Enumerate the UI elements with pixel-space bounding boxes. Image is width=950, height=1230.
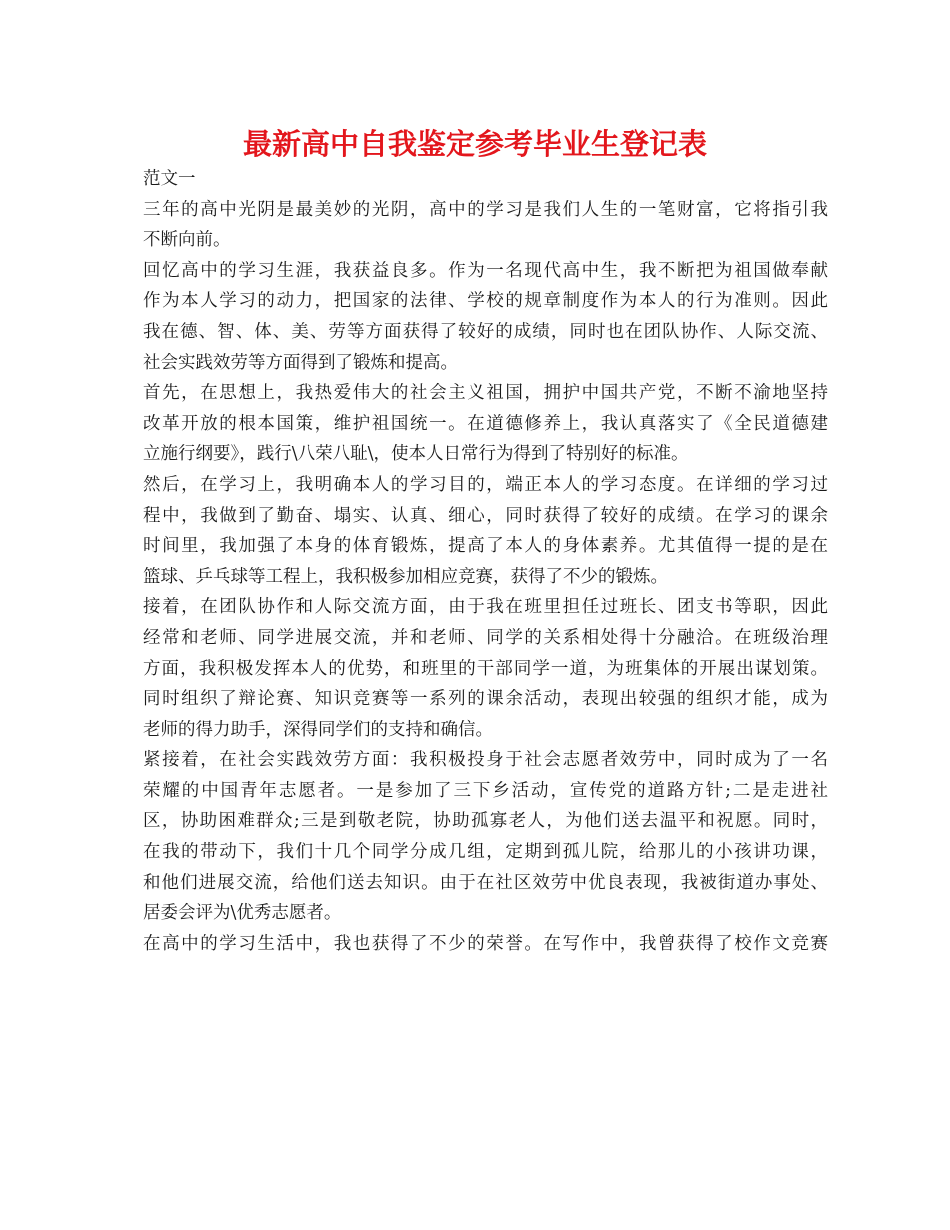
text-line: 区，协助困难群众;三是到敬老院，协助孤寡老人，为他们送去温平和祝愿。同时， — [143, 811, 828, 832]
text-line: 篮球、乒乓球等工程上，我积极参加相应竞赛，获得了不少的锻炼。 — [143, 566, 668, 587]
paragraph-2 — [143, 256, 828, 378]
text-line: 在我的带动下，我们十几个同学分成几组，定期到孤儿院，给那儿的小孩讲功课， — [143, 842, 828, 863]
text-line: 紧接着，在社会实践效劳方面：我积极投身于社会志愿者效劳中，同时成为了一名 — [143, 750, 828, 771]
text-line: 三年的高中光阴是最美妙的光阴，高中的学习是我们人生的一笔财富，它将指引我 — [143, 199, 828, 220]
paragraph-4 — [143, 470, 828, 592]
text-line: 改革开放的根本国策，维护祖国统一。在道德修养上，我认真落实了《全民道德建 — [143, 413, 828, 434]
text-line: 程中，我做到了勤奋、塌实、认真、细心，同时获得了较好的成绩。在学习的课余 — [143, 505, 828, 526]
text-line: 接着，在团队协作和人际交流方面，由于我在班里担任过班长、团支书等职，因此 — [143, 597, 828, 618]
text-line: 立施行纲要》，践行\八荣八耻\，使本人日常行为得到了特别好的标准。 — [143, 444, 689, 465]
paragraph-7 — [143, 929, 828, 960]
text-line: 然后，在学习上，我明确本人的学习目的，端正本人的学习态度。在详细的学习过 — [143, 474, 828, 495]
text-line: 荣耀的中国青年志愿者。一是参加了三下乡活动，宣传党的道路方针;二是走进社 — [143, 780, 828, 801]
text-line: 首先，在思想上，我热爱伟大的社会主义祖国，拥护中国共产党，不断不渝地坚持 — [143, 383, 828, 404]
text-line: 居委会评为\优秀志愿者。 — [143, 903, 342, 924]
text-line: 方面，我积极发挥本人的优势，和班里的干部同学一道，为班集体的开展出谋划策。 — [143, 658, 828, 679]
section-label: 范文一 — [143, 169, 196, 189]
paragraph-6 — [143, 745, 828, 929]
text-line: 经常和老师、同学进展交流，并和老师、同学的关系相处得十分融洽。在班级治理 — [143, 627, 828, 648]
document-title: 最新高中自我鉴定参考毕业生登记表 — [242, 127, 707, 161]
text-line: 时间里，我加强了本身的体育锻炼，提高了本人的身体素养。尤其值得一提的是在 — [143, 536, 828, 557]
text-line: 不断向前。 — [143, 230, 231, 251]
text-line: 和他们进展交流，给他们送去知识。由于在社区效劳中优良表现，我被街道办事处、 — [143, 872, 828, 893]
paragraph-3 — [143, 378, 828, 470]
text-line: 社会实践效劳等方面得到了锻炼和提高。 — [143, 352, 458, 373]
paragraph-5 — [143, 592, 828, 745]
text-line: 作为本人学习的动力，把国家的法律、学校的规章制度作为本人的行为准则。因此 — [143, 291, 828, 312]
text-line: 同时组织了辩论赛、知识竞赛等一系列的课余活动，表现出较强的组织才能，成为 — [143, 689, 828, 710]
text-line: 我在德、智、体、美、劳等方面获得了较好的成绩，同时也在团队协作、人际交流、 — [143, 321, 828, 342]
text-line: 回忆高中的学习生涯，我获益良多。作为一名现代高中生，我不断把为祖国做奉献 — [143, 260, 828, 281]
text-line: 老师的得力助手，深得同学们的支持和确信。 — [143, 719, 493, 740]
text-line: 在高中的学习生活中，我也获得了不少的荣誉。在写作中，我曾获得了校作文竞赛 — [143, 933, 828, 954]
document-body — [143, 164, 828, 959]
paragraph-1 — [143, 195, 828, 256]
